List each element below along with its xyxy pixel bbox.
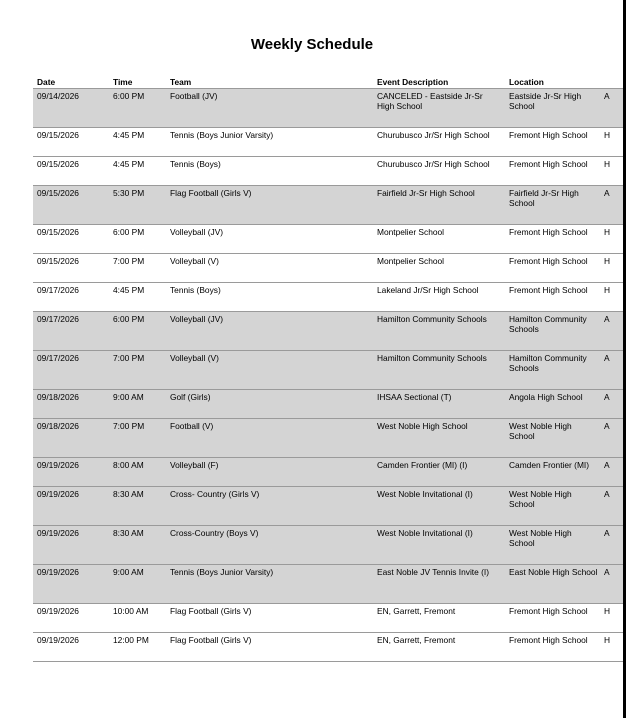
row-location: Hamilton Community Schools xyxy=(509,314,587,334)
row-time: 8:00 AM xyxy=(113,460,144,470)
table-row xyxy=(33,88,623,127)
row-time: 5:30 PM xyxy=(113,188,145,198)
table-row xyxy=(33,282,623,311)
page-title: Weekly Schedule xyxy=(250,36,374,53)
row-home-away: A xyxy=(604,392,610,402)
row-event-description: Lakeland Jr/Sr High School xyxy=(377,285,479,295)
row-time: 7:00 PM xyxy=(113,353,145,363)
row-team: Flag Football (Girls V) xyxy=(170,635,252,645)
row-date: 09/14/2026 xyxy=(37,91,79,101)
row-time: 6:00 PM xyxy=(113,227,145,237)
row-time: 6:00 PM xyxy=(113,91,145,101)
row-time: 8:30 AM xyxy=(113,489,144,499)
row-team: Volleyball (V) xyxy=(170,353,219,363)
row-event-description: IHSAA Sectional (T) xyxy=(377,392,452,402)
row-team: Flag Football (Girls V) xyxy=(170,188,252,198)
row-location: Fremont High School xyxy=(509,606,588,616)
row-date: 09/19/2026 xyxy=(37,567,79,577)
row-date: 09/19/2026 xyxy=(37,460,79,470)
row-event-description: CANCELED - Eastside Jr-Sr High School xyxy=(377,91,483,111)
table-row xyxy=(33,486,623,525)
row-date: 09/17/2026 xyxy=(37,314,79,324)
table-row xyxy=(33,127,623,156)
row-date: 09/19/2026 xyxy=(37,489,79,499)
row-team: Football (JV) xyxy=(170,91,218,101)
row-location: Eastside Jr-Sr High School xyxy=(509,91,582,111)
row-event-description: Fairfield Jr-Sr High School xyxy=(377,188,475,198)
row-date: 09/19/2026 xyxy=(37,528,79,538)
table-row xyxy=(33,350,623,389)
row-team: Tennis (Boys Junior Varsity) xyxy=(170,567,274,577)
row-location: Fremont High School xyxy=(509,227,588,237)
row-team: Volleyball (F) xyxy=(170,460,219,470)
row-location: West Noble High School xyxy=(509,421,572,441)
row-event-description: Churubusco Jr/Sr High School xyxy=(377,130,490,140)
row-time: 4:45 PM xyxy=(113,285,145,295)
header-event-description: Event Description xyxy=(377,77,449,87)
table-header xyxy=(33,75,623,88)
row-home-away: A xyxy=(604,188,610,198)
table-bottom-rule xyxy=(33,661,623,662)
row-event-description: Churubusco Jr/Sr High School xyxy=(377,159,490,169)
row-home-away: A xyxy=(604,567,610,577)
row-date: 09/19/2026 xyxy=(37,635,79,645)
row-date: 09/15/2026 xyxy=(37,159,79,169)
row-date: 09/15/2026 xyxy=(37,188,79,198)
header-location: Location xyxy=(509,77,544,87)
row-team: Football (V) xyxy=(170,421,214,431)
table-row xyxy=(33,603,623,632)
row-home-away: A xyxy=(604,314,610,324)
table-row xyxy=(33,185,623,224)
table-row xyxy=(33,311,623,350)
table-row xyxy=(33,632,623,661)
header-time: Time xyxy=(113,77,133,87)
row-event-description: EN, Garrett, Fremont xyxy=(377,635,456,645)
table-row xyxy=(33,156,623,185)
row-location: Camden Frontier (MI) xyxy=(509,460,590,470)
row-event-description: East Noble JV Tennis Invite (I) xyxy=(377,567,490,577)
table-row xyxy=(33,525,623,564)
row-team: Volleyball (JV) xyxy=(170,227,224,237)
row-time: 10:00 AM xyxy=(113,606,149,616)
table-row xyxy=(33,389,623,418)
row-team: Cross- Country (Girls V) xyxy=(170,489,260,499)
row-time: 4:45 PM xyxy=(113,130,145,140)
row-home-away: A xyxy=(604,460,610,470)
row-home-away: H xyxy=(604,635,611,645)
schedule-table xyxy=(33,75,623,662)
row-home-away: H xyxy=(604,227,611,237)
row-team: Volleyball (V) xyxy=(170,256,219,266)
row-location: Fremont High School xyxy=(509,130,588,140)
row-date: 09/18/2026 xyxy=(37,421,79,431)
row-event-description: Montpelier School xyxy=(377,227,445,237)
row-location: Fremont High School xyxy=(509,159,588,169)
row-date: 09/15/2026 xyxy=(37,227,79,237)
row-time: 7:00 PM xyxy=(113,421,145,431)
table-row xyxy=(33,564,623,603)
row-time: 9:00 AM xyxy=(113,567,144,577)
row-team: Flag Football (Girls V) xyxy=(170,606,252,616)
row-event-description: West Noble Invitational (I) xyxy=(377,489,473,499)
header-date: Date xyxy=(37,77,56,87)
row-location: Angola High School xyxy=(509,392,583,402)
row-team: Tennis (Boys Junior Varsity) xyxy=(170,130,274,140)
row-location: West Noble High School xyxy=(509,528,572,548)
row-home-away: A xyxy=(604,91,610,101)
row-home-away: A xyxy=(604,489,610,499)
row-event-description: EN, Garrett, Fremont xyxy=(377,606,456,616)
row-event-description: Camden Frontier (MI) (I) xyxy=(377,460,468,470)
row-date: 09/17/2026 xyxy=(37,353,79,363)
row-time: 4:45 PM xyxy=(113,159,145,169)
row-home-away: H xyxy=(604,285,611,295)
row-location: Fremont High School xyxy=(509,285,588,295)
row-date: 09/17/2026 xyxy=(37,285,79,295)
row-event-description: West Noble Invitational (I) xyxy=(377,528,473,538)
row-team: Volleyball (JV) xyxy=(170,314,224,324)
row-time: 7:00 PM xyxy=(113,256,145,266)
row-time: 12:00 PM xyxy=(113,635,149,645)
row-team: Tennis (Boys) xyxy=(170,159,221,169)
row-event-description: Hamilton Community Schools xyxy=(377,314,487,324)
row-home-away: H xyxy=(604,159,611,169)
row-team: Cross-Country (Boys V) xyxy=(170,528,259,538)
row-event-description: Montpelier School xyxy=(377,256,445,266)
table-row xyxy=(33,224,623,253)
table-row xyxy=(33,253,623,282)
row-team: Golf (Girls) xyxy=(170,392,211,402)
row-location: East Noble High School xyxy=(509,567,598,577)
row-home-away: A xyxy=(604,353,610,363)
row-location: Fremont High School xyxy=(509,256,588,266)
row-event-description: West Noble High School xyxy=(377,421,468,431)
row-time: 6:00 PM xyxy=(113,314,145,324)
row-team: Tennis (Boys) xyxy=(170,285,221,295)
table-row xyxy=(33,418,623,457)
row-date: 09/15/2026 xyxy=(37,256,79,266)
header-team: Team xyxy=(170,77,192,87)
row-event-description: Hamilton Community Schools xyxy=(377,353,487,363)
row-location: West Noble High School xyxy=(509,489,572,509)
row-home-away: A xyxy=(604,421,610,431)
row-home-away: H xyxy=(604,130,611,140)
row-location: Fremont High School xyxy=(509,635,588,645)
row-location: Hamilton Community Schools xyxy=(509,353,587,373)
row-date: 09/19/2026 xyxy=(37,606,79,616)
row-date: 09/18/2026 xyxy=(37,392,79,402)
schedule-rows xyxy=(33,88,623,661)
row-home-away: H xyxy=(604,256,611,266)
row-location: Fairfield Jr-Sr High School xyxy=(509,188,579,208)
row-home-away: A xyxy=(604,528,610,538)
row-time: 8:30 AM xyxy=(113,528,144,538)
table-row xyxy=(33,457,623,486)
row-time: 9:00 AM xyxy=(113,392,144,402)
row-home-away: H xyxy=(604,606,611,616)
row-date: 09/15/2026 xyxy=(37,130,79,140)
